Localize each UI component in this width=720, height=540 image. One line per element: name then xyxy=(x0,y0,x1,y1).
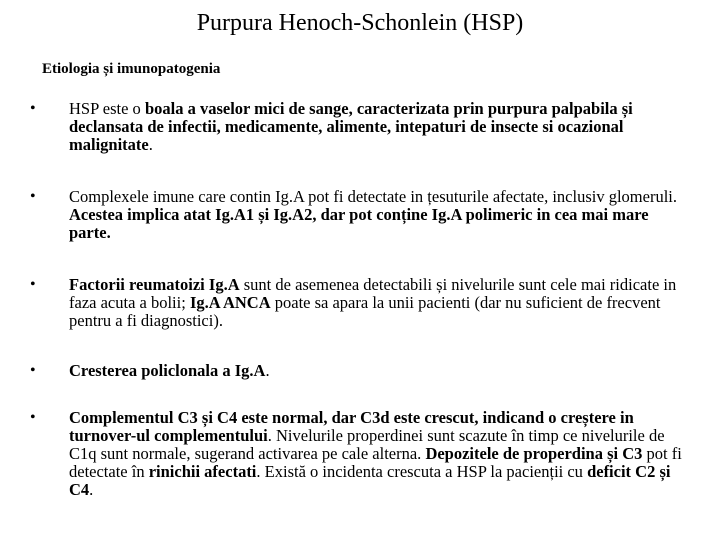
bullet-segment: sunt de asemenea detectabili și nivelurile sunt cele mai ridicate in faza acuta a bolii; xyxy=(69,275,677,312)
slide-title: Purpura Henoch-Schonlein (HSP) xyxy=(196,10,524,36)
bullet-dot-icon: • xyxy=(30,409,36,426)
bullet-dot-icon: • xyxy=(30,188,36,205)
bullet-segment-bold: boala a vaselor mici de sange, caracterizata prin purpura palpabila și declansata de infectii, medicamente, alimente, intepaturi de insecte si ocazional malignitate xyxy=(69,99,633,154)
bullet-text xyxy=(69,409,691,499)
bullet-segment: . Există o incidenta crescuta a HSP la pacienții cu xyxy=(256,462,588,481)
bullet-segment: poate sa apara la unii pacienti (dar nu suficient de frecvent pentru a fi diagnostici). xyxy=(69,293,661,330)
bullet-segment: Complexele imune care contin Ig.A pot fi detectate in țesuturile afectate, inclusiv glomeruli. xyxy=(69,187,678,206)
bullet-segment: . xyxy=(89,480,94,499)
bullet-segment: pot fi detectate în xyxy=(69,444,682,481)
bullet-segment: . xyxy=(265,361,270,380)
bullet-text xyxy=(69,188,691,242)
bullet-segment-bold: Complementul C3 și C4 este normal, dar C3d este crescut, indicand o creștere in turnover-ul complementului xyxy=(69,408,634,445)
bullet-segment-bold: Cresterea policlonala a Ig.A xyxy=(69,361,266,380)
bullet-text xyxy=(69,276,691,330)
bullet-segment: HSP este o xyxy=(69,99,145,118)
slide-subtitle: Etiologia și imunopatogenia xyxy=(42,61,221,77)
bullet-text xyxy=(69,362,691,380)
bullet-segment-bold: Acestea implica atat Ig.A1 și Ig.A2, dar pot conține Ig.A polimeric in cea mai mare parte. xyxy=(69,205,649,242)
bullet-segment-bold: Depozitele de properdina și C3 xyxy=(425,444,643,463)
bullet-segment-bold: deficit C2 și C4 xyxy=(69,462,671,499)
bullet-segment: . Nivelurile properdinei sunt scazute în timp ce nivelurile de C1q sunt normale, sugerand activarea pe cale alterna. xyxy=(69,426,665,463)
bullet-segment-bold: Ig.A ANCA xyxy=(189,293,271,312)
bullet-dot-icon: • xyxy=(30,362,36,379)
bullet-segment-bold: rinichii afectati xyxy=(148,462,257,481)
bullet-dot-icon: • xyxy=(30,100,36,117)
bullet-segment: . xyxy=(148,135,153,154)
bullet-dot-icon: • xyxy=(30,276,36,293)
bullet-segment-bold: Factorii reumatoizi Ig.A xyxy=(69,275,240,294)
bullet-text xyxy=(69,100,691,154)
